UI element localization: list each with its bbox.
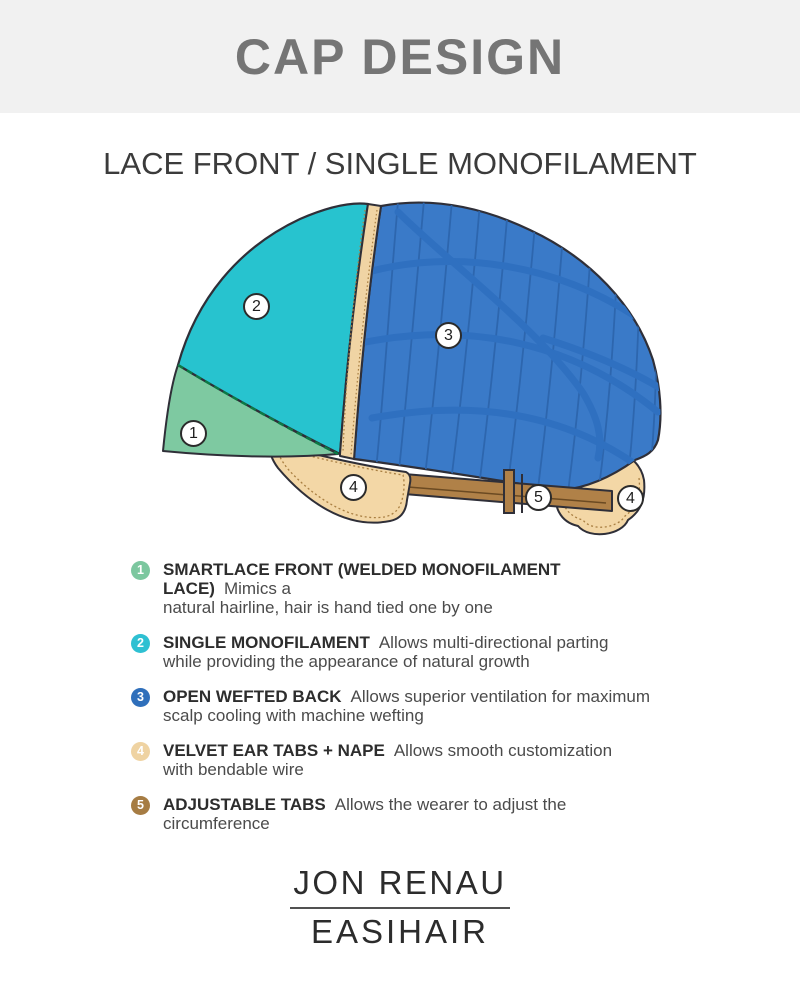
- legend-text-5: [163, 795, 676, 833]
- legend-desc-3b: scalp cooling with machine wefting: [163, 706, 424, 725]
- callout-4-right: [617, 485, 644, 512]
- callout-1-number: 1: [189, 424, 198, 442]
- legend-text-4: [163, 741, 612, 779]
- legend-desc-5a: Allows the wearer to adjust the circumference: [163, 795, 567, 833]
- legend-item-adjustable-tabs: [131, 795, 676, 833]
- legend-item-single-monofilament: [131, 633, 676, 671]
- brand-divider: [290, 907, 510, 909]
- legend-desc-1a: Mimics a: [223, 579, 292, 598]
- legend-desc-2b: while providing the appearance of natural growth: [163, 652, 530, 671]
- brand-name-top: JON RENAU: [293, 864, 507, 901]
- legend-bullet-1: 1: [131, 561, 150, 580]
- legend-desc-4a: Allows smooth customization: [393, 741, 613, 760]
- legend-item-open-wefted-back: [131, 687, 676, 725]
- callout-5: [525, 484, 552, 511]
- legend-bullet-5: 5: [131, 796, 150, 815]
- callout-3-number: 3: [444, 326, 453, 344]
- strap-buckle: [504, 470, 514, 513]
- legend-heading-4: VELVET EAR TABS + NAPE: [163, 741, 385, 760]
- diagram-subtitle: LACE FRONT / SINGLE MONOFILAMENT: [103, 146, 697, 181]
- callout-3: [435, 322, 462, 349]
- legend-desc-4b: with bendable wire: [163, 760, 304, 779]
- legend: [131, 560, 676, 833]
- legend-bullet-3: 3: [131, 688, 150, 707]
- legend-text-1: [163, 560, 676, 617]
- legend-text-2: [163, 633, 608, 671]
- wefted-back-region: [354, 203, 660, 490]
- brand-name-bottom: EASIHAIR: [310, 913, 490, 950]
- callout-4-left: [340, 474, 367, 501]
- legend-heading-2: SINGLE MONOFILAMENT: [163, 633, 370, 652]
- cap-diagram-svg: [0, 190, 800, 550]
- legend-bullet-4: 4: [131, 742, 150, 761]
- callout-2-number: 2: [252, 297, 261, 315]
- legend-heading-5: ADJUSTABLE TABS: [163, 795, 326, 814]
- legend-heading-1: SMARTLACE FRONT (WELDED MONOFILAMENT LACE): [163, 560, 561, 598]
- legend-item-smartlace-front: [131, 560, 676, 617]
- legend-desc-1b: natural hairline, hair is hand tied one by one: [163, 598, 493, 617]
- callout-2: [243, 293, 270, 320]
- cap-diagram: [0, 190, 800, 550]
- callout-4-left-number: 4: [349, 478, 358, 496]
- legend-bullet-2: 2: [131, 634, 150, 653]
- callout-5-number: 5: [534, 488, 543, 506]
- legend-heading-3: OPEN WEFTED BACK: [163, 687, 342, 706]
- header-band: [0, 0, 800, 113]
- legend-item-velvet-ear-tabs: [131, 741, 676, 779]
- callout-1: [180, 420, 207, 447]
- legend-text-3: [163, 687, 650, 725]
- legend-desc-3a: Allows superior ventilation for maximum: [350, 687, 650, 706]
- brand-logo: [0, 864, 800, 951]
- callout-4-right-number: 4: [626, 489, 635, 507]
- page-title: CAP DESIGN: [234, 28, 566, 85]
- legend-desc-2a: Allows multi-directional parting: [378, 633, 609, 652]
